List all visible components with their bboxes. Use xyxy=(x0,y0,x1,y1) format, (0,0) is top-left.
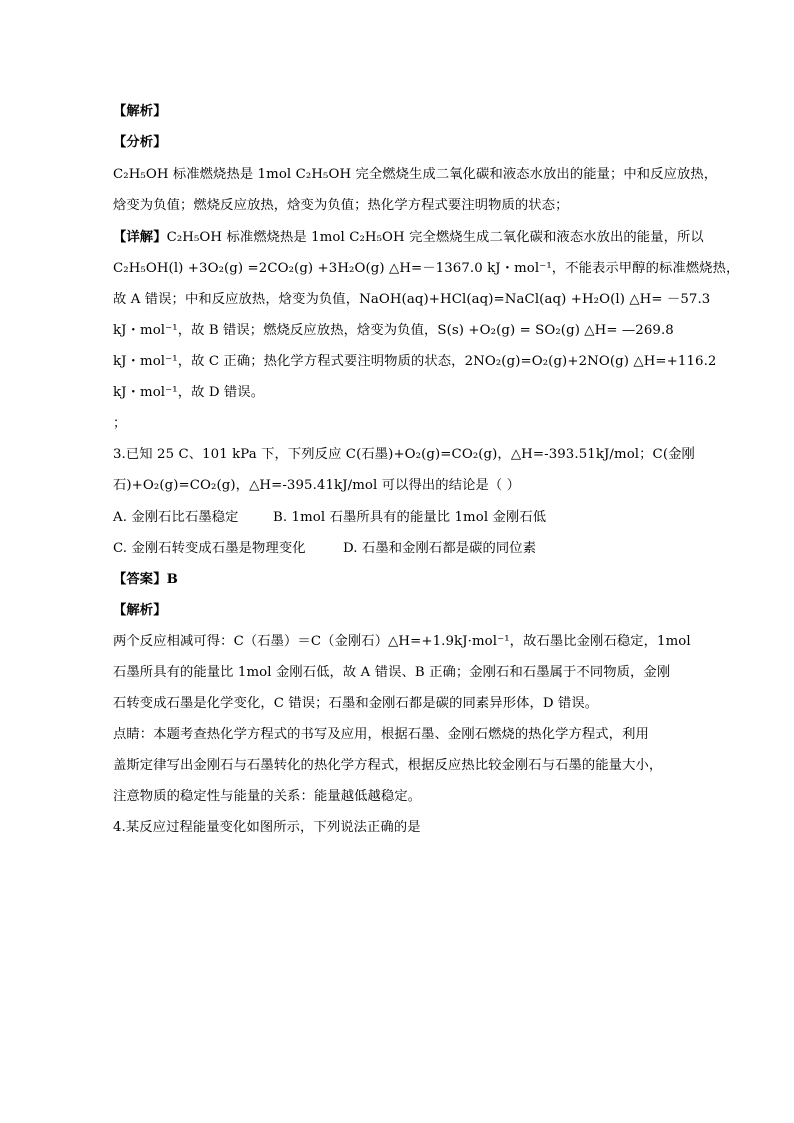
q4-stem: 4.某反应过程能量变化如图所示，下列说法正确的是 xyxy=(113,820,421,835)
q3-dianjing-line-2: 盖斯定律写出金刚石与石墨转化的热化学方程式，根据反应热比较金刚石与石墨的能量大小， xyxy=(113,758,663,773)
q3-options-row-2 xyxy=(113,539,688,559)
section-tag-jiexi: 【解析】 xyxy=(113,104,167,119)
q3-jiexi-line-1: 两个反应相减可得：C（石墨）＝C（金刚石）△H=+1.9kJ·mol⁻¹，故石墨比金刚石稳定，1mol xyxy=(113,634,691,649)
q3-option-b: B. 1mol 石墨所具有的能量比 1mol 金刚石低 xyxy=(273,510,547,525)
q3-dianjing-line-1: 点睛：本题考查热化学方程式的书写及应用，根据石墨、金刚石燃烧的热化学方程式，利用 xyxy=(113,727,649,742)
xiangjie-line-6: kJ・mol⁻¹，故 D 错误。 xyxy=(113,385,265,400)
separator-semicolon: ； xyxy=(113,416,127,431)
xiangjie-text-1: C₂H₅OH 标准燃烧热是 1mol C₂H₅OH 完全燃烧生成二氧化碳和液态水放出的能量，所以 xyxy=(166,230,704,245)
xiangjie-line-4: kJ・mol⁻¹，故 B 错误；燃烧反应放热，焓变为负值，S(s) +O₂(g) = SO₂(g) △H= —269.8 xyxy=(113,323,674,338)
xiangjie-line-5: kJ・mol⁻¹，故 C 正确；热化学方程式要注明物质的状态，2NO₂(g)=O₂(g)+2NO(g) △H=+116.2 xyxy=(113,354,717,369)
q3-option-a: A. 金刚石比石墨稳定 xyxy=(113,510,239,525)
q3-stem-line-2: 石)+O₂(g)=CO₂(g)，△H=-395.41kJ/mol 可以得出的结论是（ ） xyxy=(113,478,521,493)
q3-dianjing-line-3: 注意物质的稳定性与能量的关系：能量越低越稳定。 xyxy=(113,789,422,804)
q3-option-c: C. 金刚石转变成石墨是物理变化 xyxy=(113,541,306,556)
q3-jiexi-line-2: 石墨所具有的能量比 1mol 金刚石低，故 A 错误、B 正确；金刚石和石墨属于不同物质，金刚 xyxy=(113,665,671,680)
fenxi-text-line-1: C₂H₅OH 标准燃烧热是 1mol C₂H₅OH 完全燃烧生成二氧化碳和液态水放出的能量；中和反应放热， xyxy=(113,167,718,182)
q3-jiexi-tag: 【解析】 xyxy=(113,603,167,618)
fenxi-text-line-2: 焓变为负值；燃烧反应放热，焓变为负值；热化学方程式要注明物质的状态； xyxy=(113,198,569,213)
q3-answer: 【答案】B xyxy=(113,572,178,587)
section-tag-fenxi: 【分析】 xyxy=(113,135,167,150)
q3-jiexi-line-3: 石转变成石墨是化学变化，C 错误；石墨和金刚石都是碳的同素异形体，D 错误。 xyxy=(113,696,599,711)
xiangjie-line-1 xyxy=(113,228,704,248)
q3-stem-line-1: 3.已知 25 C、101 kPa 下，下列反应 C(石墨)+O₂(g)=CO₂(g)，△H=-393.51kJ/mol；C(金刚 xyxy=(113,447,695,462)
xiangjie-line-3: 故 A 错误；中和反应放热，焓变为负值，NaOH(aq)+HCl(aq)=NaCl(aq) +H₂O(l) △H= －57.3 xyxy=(113,292,711,307)
section-tag-xiangjie: 【详解】 xyxy=(113,230,167,245)
q3-options-row-1 xyxy=(113,508,688,528)
xiangjie-line-2: C₂H₅OH(l) +3O₂(g) =2CO₂(g) +3H₂O(g) △H=－1367.0 kJ・mol⁻¹，不能表示甲醇的标准燃烧热， xyxy=(113,261,740,276)
q3-option-d: D. 石墨和金刚石都是碳的同位素 xyxy=(343,541,537,556)
